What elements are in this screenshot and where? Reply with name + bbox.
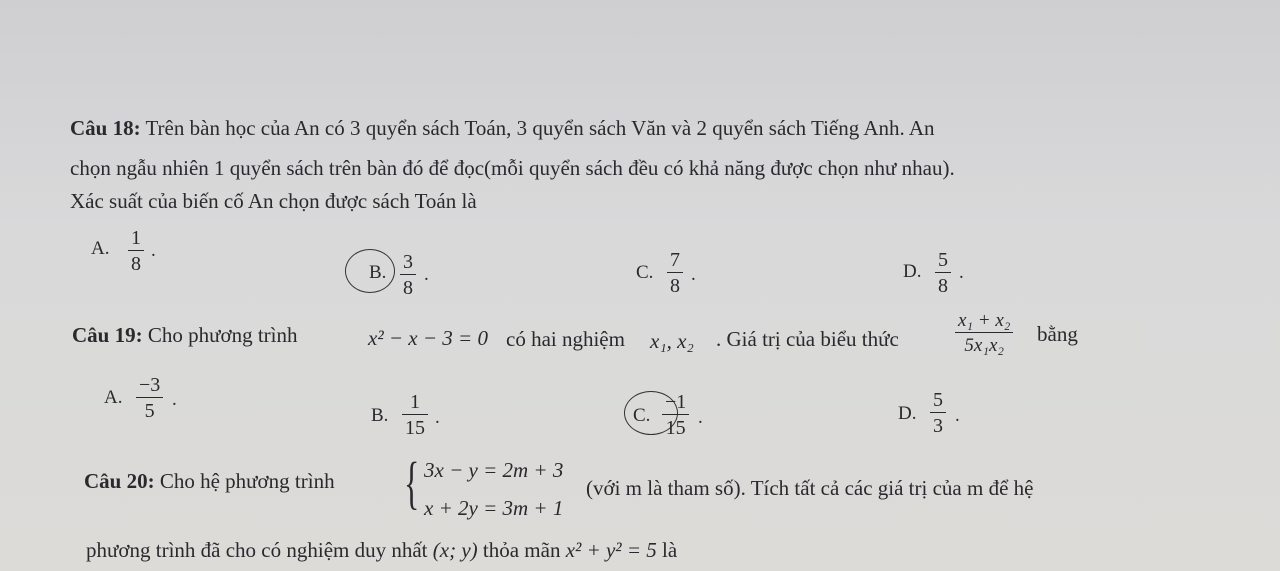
q18-option-c-num: 7 xyxy=(670,249,680,271)
q19-expression xyxy=(955,311,1013,355)
q19-option-b-letter: B. xyxy=(371,405,389,426)
q19-option-d-num: 5 xyxy=(933,389,943,411)
q19-option-d-letter: D. xyxy=(898,403,917,424)
q18-label: Câu 18: xyxy=(70,116,141,140)
q20-line2-a: phương trình đã cho có nghiệm duy nhất xyxy=(86,538,428,562)
q18-text-line3: Xác suất của biến cố An chọn được sách Toán là xyxy=(70,189,477,213)
q18-option-b-num: 3 xyxy=(403,251,413,273)
q19-expression-den: 5x₁x₂ xyxy=(964,335,1004,356)
q19-option-d-end: . xyxy=(955,405,960,426)
q19-text-a: Cho phương trình xyxy=(147,323,298,347)
q19-option-a-fraction xyxy=(136,375,163,421)
q19-equation: x² − x − 3 = 0 xyxy=(368,326,488,350)
q18-option-b-end: . xyxy=(424,264,429,285)
q18-option-c-fraction xyxy=(667,250,683,296)
q18-option-a-letter: A. xyxy=(91,238,110,259)
q18-option-d-num: 5 xyxy=(938,249,948,271)
q19-label: Câu 19: Cho phương trình xyxy=(72,323,298,347)
q18-option-d-letter: D. xyxy=(903,261,922,282)
q20-equation-2: x + 2y = 3m + 1 xyxy=(424,496,564,520)
q18-option-c-end: . xyxy=(691,264,696,285)
q19-roots: x₁, x₂ xyxy=(650,329,694,353)
q20-condition: x² + y² = 5 xyxy=(565,538,657,562)
q20-label: Câu 20: Cho hệ phương trình xyxy=(84,469,335,493)
q19-option-a-den: 5 xyxy=(144,400,155,422)
q18-option-c-den: 8 xyxy=(670,275,680,297)
q20-equation-1: 3x − y = 2m + 3 xyxy=(424,458,564,482)
q20-pair: (x; y) xyxy=(432,538,478,562)
q19-option-b-num: 1 xyxy=(410,391,420,413)
q18-option-b-letter: B. xyxy=(369,262,387,283)
q19-option-d-fraction xyxy=(930,390,946,436)
q18-option-a-den: 8 xyxy=(131,253,141,275)
q18-option-a-num: 1 xyxy=(131,227,141,249)
q18-option-a-end: . xyxy=(151,240,156,261)
q19-option-a-end: . xyxy=(172,389,177,410)
q19-option-b-den: 15 xyxy=(405,417,425,439)
q19-expression-num: x₁ + x₂ xyxy=(958,310,1011,331)
q19-option-c-end: . xyxy=(698,407,703,428)
q18-text-line1: Trên bàn học của An có 3 quyển sách Toán, 3 quyển sách Văn và 2 quyển sách Tiếng Anh. An xyxy=(145,116,935,140)
q20-text-b: (với m là tham số). Tích tất cả các giá trị của m để hệ xyxy=(586,476,1034,500)
q19-option-d-den: 3 xyxy=(933,415,943,437)
q18-option-d-end: . xyxy=(959,262,964,283)
q20-line2-b: thỏa mãn xyxy=(482,538,561,562)
q18-option-a-fraction xyxy=(128,228,144,274)
q19-option-b-fraction xyxy=(402,392,428,438)
q19-option-b-end: . xyxy=(435,407,440,428)
q18-option-d-den: 8 xyxy=(938,275,948,297)
q18-option-b-fraction xyxy=(400,252,416,298)
q18-option-d-fraction xyxy=(935,250,951,296)
q18-option-c-letter: C. xyxy=(636,262,654,283)
q20-line2 xyxy=(86,538,677,563)
q19-text-d: bằng xyxy=(1037,322,1078,346)
q19-option-a-letter: A. xyxy=(104,387,123,408)
q20-text-a: Cho hệ phương trình xyxy=(159,469,335,493)
q18-text-line2: chọn ngẫu nhiên 1 quyển sách trên bàn đó để đọc(mỗi quyển sách đều có khả năng được chọn như nhau). xyxy=(70,156,955,180)
q19-text-b: có hai nghiệm xyxy=(506,327,625,351)
q18-option-b-den: 8 xyxy=(403,277,413,299)
q19-text-c: . Giá trị của biểu thức xyxy=(716,327,899,351)
q19-option-c-fraction xyxy=(662,392,689,438)
q19-option-c-num: −1 xyxy=(665,391,687,413)
q19-option-c-letter: C. xyxy=(633,405,651,426)
q19-option-c-den: 15 xyxy=(665,417,686,439)
q19-option-a-num: −3 xyxy=(139,374,161,396)
q20-line2-c: là xyxy=(662,538,678,562)
q18-line1 xyxy=(70,116,935,141)
system-brace: { xyxy=(404,450,420,515)
